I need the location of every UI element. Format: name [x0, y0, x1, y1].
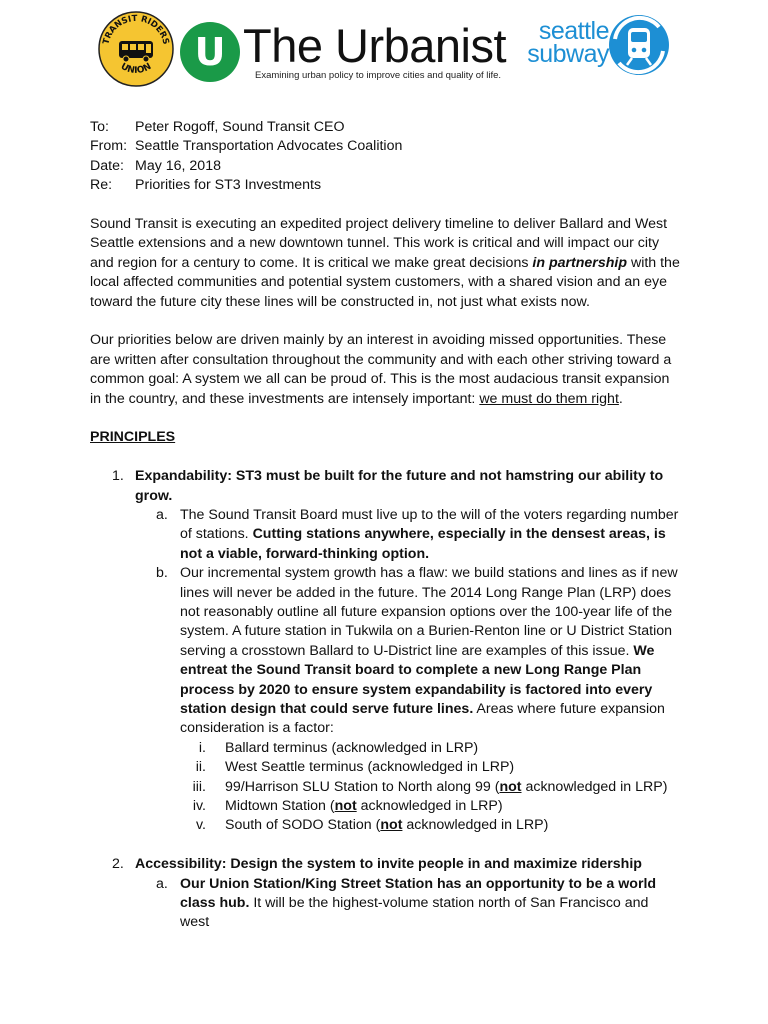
memo-value: Seattle Transportation Advocates Coalition [135, 138, 403, 155]
tru-logo-bottom-text: UNION [118, 61, 154, 77]
principle-accessibility [90, 855, 680, 933]
transit-riders-union-logo [97, 10, 175, 88]
memo-key: From: [90, 138, 128, 155]
memo-value: Priorities for ST3 Investments [135, 177, 322, 194]
principle-title: Accessibility: Design the system to invite people in and maximize ridership [135, 856, 642, 873]
emphasis-do-them-right: we must do them right [479, 390, 619, 407]
sub-item-a: a. Our Union Station/King Street Station has an opportunity to be a world class hub. It will be the highest-volume station north of San Francisco and west [156, 875, 657, 931]
list-item: i. Ballard terminus (acknowledged in LRP) [198, 739, 479, 756]
urbanist-tagline: Examining urban policy to improve cities and quality of life. [255, 70, 502, 81]
principle-title: Expandability: ST3 must be built for the future and not hamstring our ability to grow. [135, 468, 664, 504]
list-item: ii. West Seattle terminus (acknowledged in LRP) [195, 759, 515, 776]
seattle-subway-logo [607, 13, 671, 77]
memo-value: May 16, 2018 [135, 157, 221, 174]
memo-document [90, 118, 680, 933]
memo-key: Re: [90, 177, 113, 194]
seattle-subway-wordmark [527, 17, 609, 68]
list-item: iv. Midtown Station (not acknowledged in LRP) [192, 798, 503, 815]
memo-value: Peter Rogoff, Sound Transit CEO [135, 119, 345, 135]
memo-date-row [90, 157, 680, 176]
seattle-subway-line1: seattle [538, 17, 609, 45]
urbanist-u-logo [180, 22, 240, 82]
letterhead [0, 0, 768, 100]
memo-from-row [90, 137, 680, 156]
intro-paragraph-1: Sound Transit is executing an expedited project delivery timeline to deliver Ballard and West Seattle extensions and a new downtown tunnel. This work is critical and will impact our city and region for a century to come. It is critical we make great decisions in partnership with the local affected communities and potential system customers, with a shared vision and an eye toward the future city these lines will be constructed in, not just what exists now. [90, 215, 680, 310]
list-number: 1. [112, 468, 124, 485]
intro-paragraph-2: Our priorities below are driven mainly by an interest in avoiding missed opportunities. These are written after consultation throughout the community and with each other striving toward a common goal: A system we all can be proud of. This is the most audacious transit expansion in the country, and these investments are intensely important: we must do them right. [90, 332, 672, 407]
memo-key: To: [90, 119, 109, 135]
sub-item-a: a. The Sound Transit Board must live up to the will of the voters regarding number of stations. Cutting stations anywhere, especially in the densest areas, is not a viable, forward-thinking option. [156, 507, 679, 562]
tru-logo-top-text: TRANSIT RIDERS [101, 13, 171, 46]
memo-key: Date: [90, 157, 124, 174]
principle-expandability [90, 467, 680, 836]
seattle-subway-line2: subway [527, 40, 609, 68]
list-number: 2. [112, 856, 124, 873]
list-item: iii. 99/Harrison SLU Station to North along 99 (not acknowledged in LRP) [192, 778, 668, 795]
emphasis-in-partnership: in partnership [532, 254, 627, 271]
memo-to-row [90, 118, 680, 137]
list-item: v. South of SODO Station (not acknowledged in LRP) [196, 817, 549, 834]
u-logo-letter: U [194, 30, 226, 74]
urbanist-title: The Urbanist [243, 19, 507, 72]
principles-heading: PRINCIPLES [90, 429, 176, 446]
sub-item-b: b. Our incremental system growth has a flaw: we build stations and lines as if new lines will never be added in the future. The 2014 Long Range Plan (LRP) does not reasonably outline all future expansion options over the 100-year life of the system. A future station in Tukwila on a Burien-Renton line or U District Station serving a crosstown Ballard to U-District line are examples of this issue. We entreat the Sound Transit board to complete a new Long Range Plan process by 2020 to ensure system expandability is factored into every station design that could serve future lines. Areas where future expansion consideration is a factor: i. Ballard terminus (acknowledged in LRP) ii. West Seattle terminus (acknowledged in LRP) iii. 99/Harrison SLU Station to North along 99 (not acknowledged in LRP) iv. Midtown Station (not acknowledged in LRP) v. South of SODO Station (not acknowledged in LRP) [135, 564, 680, 836]
memo-re-row [90, 176, 680, 195]
